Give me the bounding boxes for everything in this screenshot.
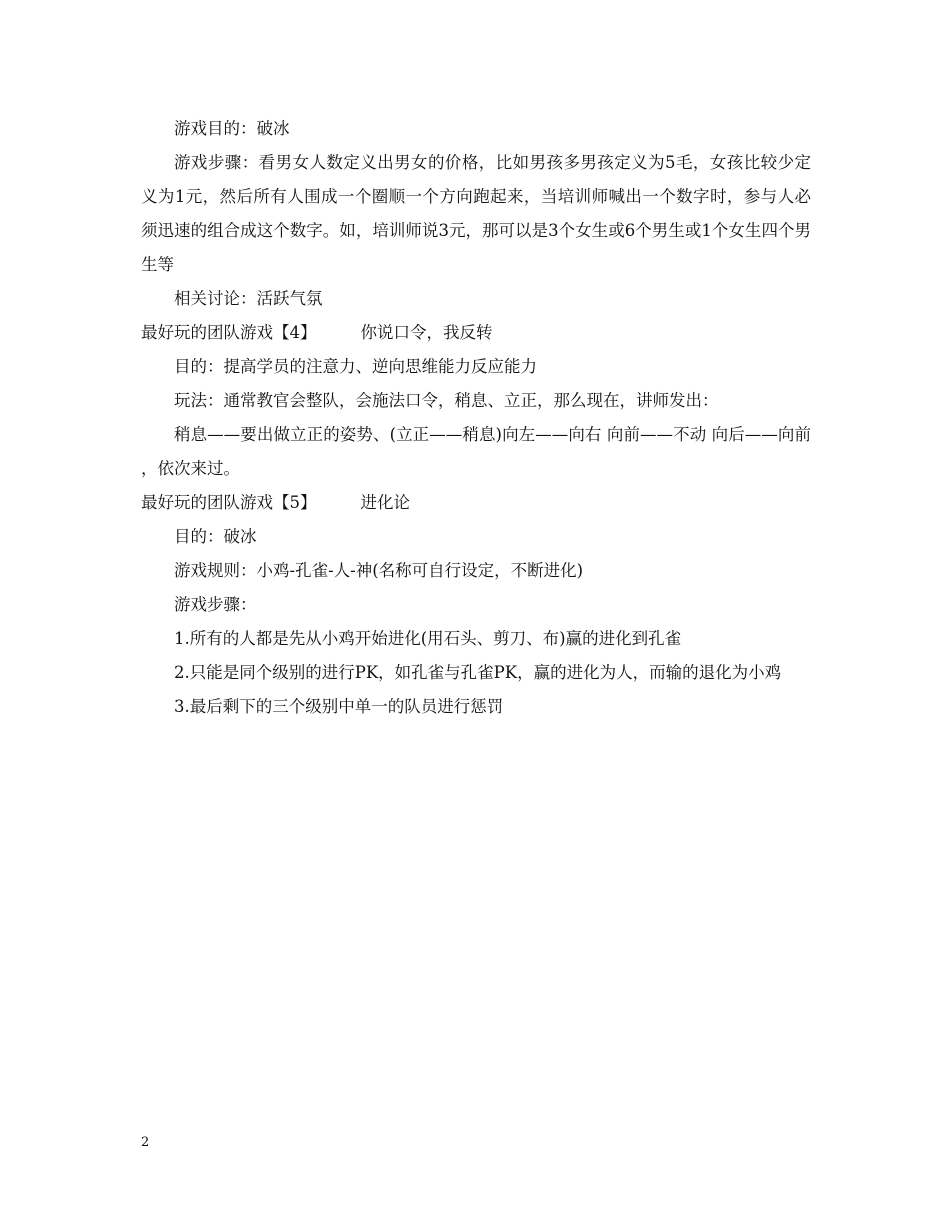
paragraph-game-steps: 游戏步骤：看男女人数定义出男女的价格，比如男孩多男孩定义为5毛，女孩比较少定义为1元，然后所有人围成一个圈顺一个方向跑起来，当培训师喊出一个数字时，参与人必须迅速的组合成这个数字。如，培训师说3元，那可以是3个女生或6个男生或1个女生四个男生等 (141, 153, 811, 274)
section-heading-title: 最好玩的团队游戏【4】 (141, 323, 317, 342)
paragraph-purpose-5: 目的：破冰 (174, 527, 257, 546)
paragraph-steps-title: 游戏步骤： (174, 595, 257, 614)
paragraph-step-2: 2.只能是同个级别的进行PK，如孔雀与孔雀PK，赢的进化为人，而输的退化为小鸡 (174, 663, 782, 682)
paragraph-game-purpose: 游戏目的：破冰 (174, 119, 290, 138)
section-heading-4 (141, 316, 811, 350)
paragraph-step-3: 3.最后剩下的三个级别中单一的队员进行惩罚 (174, 697, 504, 716)
paragraph-commands: 稍息——要出做立正的姿势、(立正——稍息)向左——向右 向前——不动 向后——向前 ，依次来过。 (141, 425, 811, 478)
section-heading-5 (141, 486, 811, 520)
paragraph-game-rules: 游戏规则：小鸡-孔雀-人-神(名称可自行设定，不断进化) (174, 561, 584, 580)
page-number: 2 (141, 1135, 150, 1150)
document-body (141, 112, 811, 724)
paragraph-play-method: 玩法：通常教官会整队，会施法口令，稍息、立正，那么现在，讲师发出： (174, 391, 719, 410)
section-heading-title: 最好玩的团队游戏【5】 (141, 493, 317, 512)
paragraph-discussion: 相关讨论：活跃气氛 (174, 289, 323, 308)
section-heading-subtitle: 进化论 (360, 493, 410, 512)
paragraph-step-1: 1.所有的人都是先从小鸡开始进化(用石头、剪刀、布)赢的进化到孔雀 (174, 629, 682, 648)
section-heading-subtitle: 你说口令，我反转 (360, 323, 493, 342)
paragraph-purpose-4: 目的：提高学员的注意力、逆向思维能力反应能力 (174, 357, 537, 376)
